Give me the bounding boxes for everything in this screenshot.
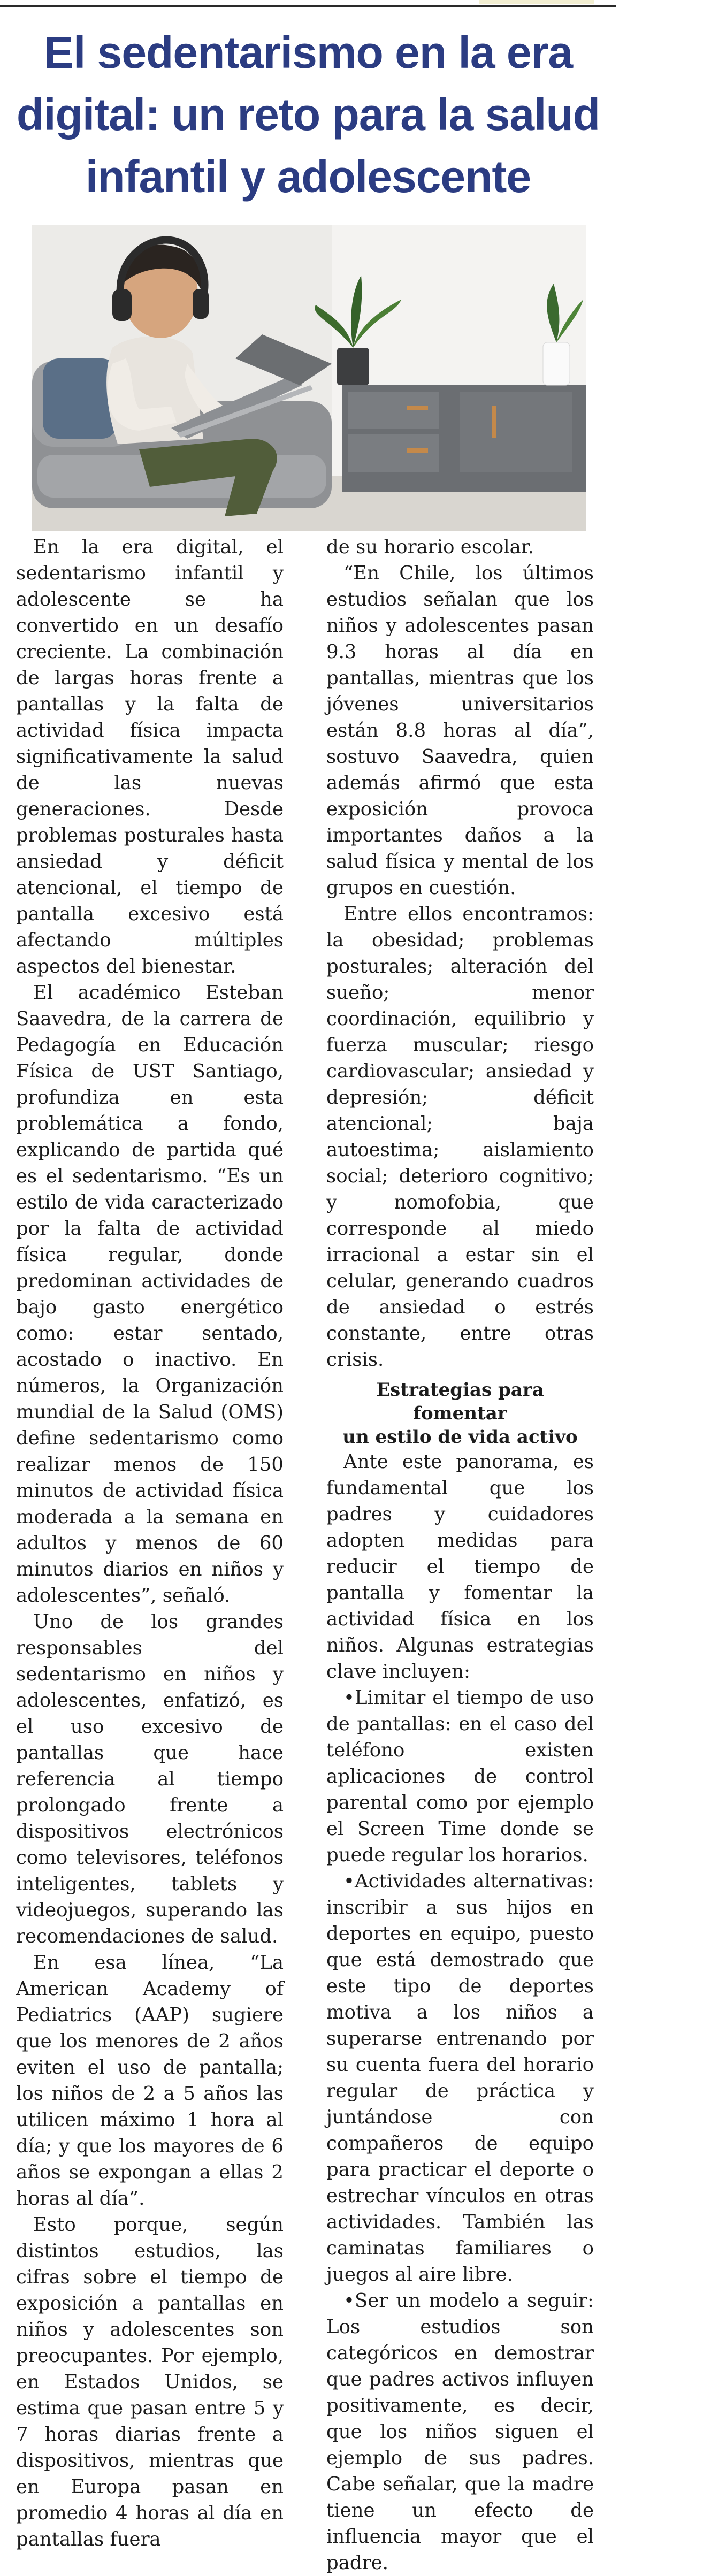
paragraph-left-5: Esto porque, según distintos estudios, las cifras sobre el tiempo de exposición a pantallas en niños y adolescentes son preocupantes. Por ejemplo, en Estados Unidos, se estima que pasan entre 5 y 7 horas diarias frente a dispositivos, mientras que en Europa pasan en promedio 4 horas al día en pantallas fuera	[16, 2214, 284, 2550]
headline	[0, 21, 616, 208]
paragraph-right-2: “En Chile, los últimos estudios señalan que los niños y adolescentes pasan 9.3 horas al día en pantallas, mientras que los jóvenes universitarios están 8.8 horas al día”, sostuvo Saavedra, quien además afirmó que esta exposición provoca importantes daños a la salud física y mental de los grupos en cuestión.	[326, 562, 594, 899]
article-column-right	[326, 534, 594, 2576]
paragraph-left-1: En la era digital, el sedentarismo infantil y adolescente se ha convertido en un desafío creciente. La combinación de largas horas frente a pantallas y la falta de actividad física impacta significativamente la salud de las nuevas generaciones. Desde problemas posturales hasta ansiedad y déficit atencional, el tiempo de pantalla excesivo está afectando múltiples aspectos del bienestar.	[16, 536, 284, 977]
subheading-line-2: un estilo de vida activo	[342, 1426, 578, 1448]
paragraph-left-3: Uno de los grandes responsables del sedentarismo en niños y adolescentes, enfatizó, es el uso excesivo de pantallas que hace referencia al tiempo prolongado frente a dispositivos electrónicos como televisores, teléfonos inteligentes, tablets y videojuegos, superando las recomendaciones de salud.	[16, 1611, 284, 1947]
paragraph-left-4: En esa línea, “La American Academy of Pediatrics (AAP) sugiere que los menores de 2 años eviten el uso de pantalla; los niños de 2 a 5 años las utilicen máximo 1 hora al día; y que los mayores de 6 años se expongan a ellas 2 horas al día”.	[16, 1952, 284, 2210]
paragraph-strategies-intro: Ante este panorama, es fundamental que los padres y cuidadores adopten medidas para reducir el tiempo de pantalla y fomentar la actividad física en los niños. Algunas estrategias clave incluyen:	[326, 1451, 594, 1683]
paragraph-right-1: de su horario escolar.	[326, 536, 534, 558]
headline-line-3: infantil y adolescente	[85, 151, 531, 202]
article-column-left	[16, 534, 284, 2552]
top-tab-decoration	[479, 0, 594, 4]
subheading-line-1: Estrategias para fomentar	[376, 1379, 544, 1424]
article-photo	[32, 225, 586, 531]
bullet-alternative-activities: •Actividades alternativas: inscribir a sus hijos en deportes en equipo, puesto que está demostrado que este tipo de deportes motiva a los niños a superarse entrenando por su cuenta fuera del horario regular de práctica y juntándose con compañeros de equipo para practicar el deporte o estrechar vínculos en otras actividades. También las caminatas familiares o juegos al aire libre.	[326, 1870, 594, 2285]
top-rule	[0, 5, 616, 7]
bullet-role-model: •Ser un modelo a seguir: Los estudios son categóricos en demostrar que padres activos influyen positivamente, es decir, que los niños siguen el ejemplo de sus padres. Cabe señalar, que la madre tiene un efecto de influencia mayor que el padre.	[326, 2290, 594, 2574]
headline-line-2: digital: un reto para la salud	[16, 89, 600, 140]
bullet-limit-screen-time: •Limitar el tiempo de uso de pantallas: en el caso del teléfono existen aplicaciones de control parental como por ejemplo el Screen Time donde se puede regular los horarios.	[326, 1687, 594, 1866]
subheading	[326, 1378, 594, 1449]
headline-line-1: El sedentarismo en la era	[43, 27, 573, 78]
strategies-section	[326, 1449, 594, 2576]
paragraph-left-2: El académico Esteban Saavedra, de la carrera de Pedagogía en Educación Física de UST Santiago, profundiza en esta problemática a fondo, explicando de partida qué es el sedentarismo. “Es un estilo de vida caracterizado por la falta de actividad física regular, donde predominan actividades de bajo gasto energético como: estar sentado, acostado o inactivo. En números, la Organización mundial de la Salud (OMS) define sedentarismo como realizar menos de 150 minutos de actividad física moderada a la semana en adultos y menos de 60 minutos diarios en niños y adolescentes”, señaló.	[16, 982, 284, 1607]
paragraph-right-3: Entre ellos encontramos: la obesidad; problemas posturales; alteración del sueño; menor coordinación, equilibrio y fuerza muscular; riesgo cardiovascular; ansiedad y depresión; déficit atencional; baja autoestima; aislamiento social; deterioro cognitivo; y nomofobia, que corresponde al miedo irracional a estar sin el celular, generando cuadros de ansiedad o estrés constante, entre otras crisis.	[326, 903, 594, 1371]
